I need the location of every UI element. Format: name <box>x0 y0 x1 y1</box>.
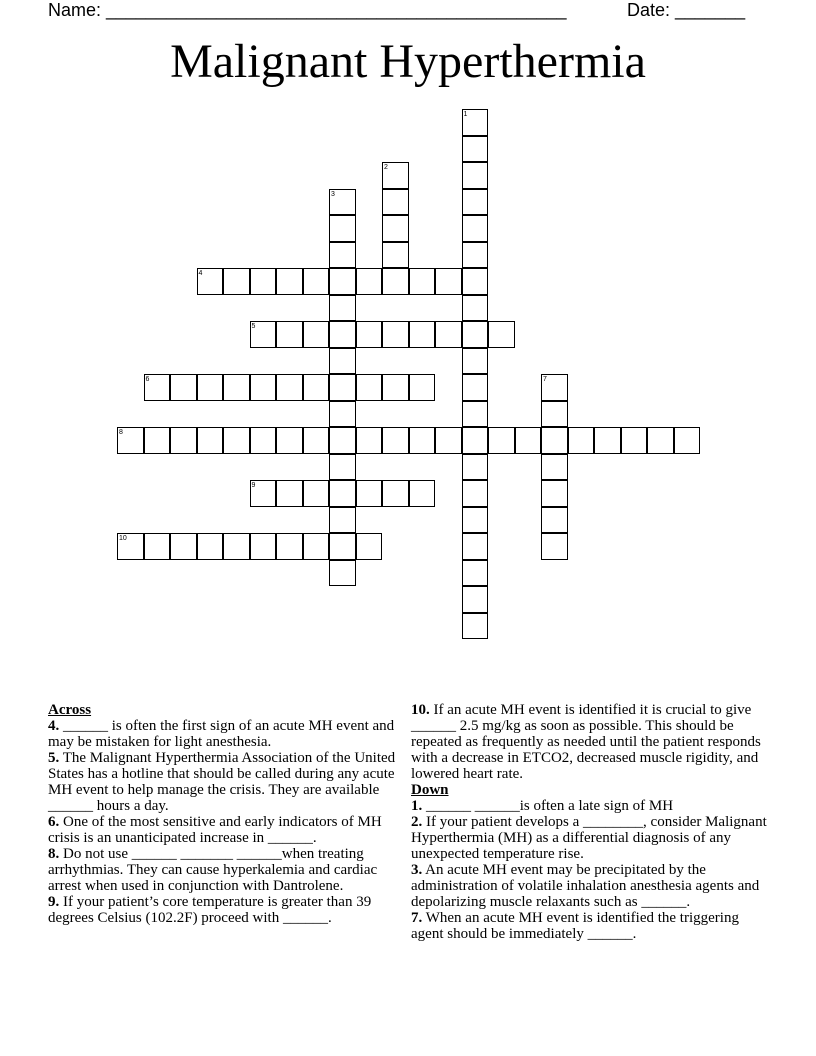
clue-item <box>48 718 403 750</box>
clue-number: 9. <box>48 894 60 910</box>
clue-number: 8. <box>48 846 60 862</box>
grid-cell[interactable] <box>170 374 197 401</box>
grid-cell[interactable] <box>329 480 356 507</box>
clues-column-left <box>48 702 403 926</box>
grid-cell[interactable] <box>382 242 409 269</box>
clues-column-right <box>411 702 771 942</box>
clue-number: 3. <box>411 862 423 878</box>
grid-cell[interactable] <box>250 268 277 295</box>
grid-cell[interactable] <box>329 427 356 454</box>
grid-cell[interactable] <box>276 321 303 348</box>
grid-cell[interactable] <box>462 613 489 640</box>
clue-number: 10. <box>411 702 430 718</box>
grid-cell[interactable] <box>462 401 489 428</box>
clue-text: If your patient’s core temperature is greater than 39 degrees Celsius (102.2F) proceed with ______. <box>48 894 372 926</box>
grid-cell[interactable] <box>144 427 171 454</box>
grid-cell[interactable] <box>303 374 330 401</box>
grid-cell[interactable] <box>276 268 303 295</box>
clue-text: If an acute MH event is identified it is crucial to give ______ 2.5 mg/kg as soon as possible. This should be repeated as frequently as needed until the patient responds with a decrease in ETCO2, decreased muscle rigidity, and lowered heart rate. <box>411 702 761 782</box>
grid-cell[interactable] <box>170 427 197 454</box>
grid-cell[interactable] <box>568 427 595 454</box>
clue-item <box>48 814 403 846</box>
clue-number: 7. <box>411 910 423 926</box>
grid-cell[interactable] <box>462 586 489 613</box>
grid-cell[interactable] <box>409 374 436 401</box>
grid-cell[interactable] <box>329 374 356 401</box>
grid-cell[interactable] <box>223 533 250 560</box>
grid-cell[interactable] <box>382 215 409 242</box>
clue-item <box>411 910 771 942</box>
grid-cell[interactable] <box>462 136 489 163</box>
grid-cell[interactable] <box>329 348 356 375</box>
grid-cell[interactable] <box>197 427 224 454</box>
grid-cell[interactable] <box>144 533 171 560</box>
page-title: Malignant Hyperthermia <box>170 35 646 88</box>
grid-cell[interactable] <box>462 295 489 322</box>
grid-cell[interactable] <box>329 268 356 295</box>
clue-number-10: 10 <box>119 535 127 542</box>
grid-cell[interactable] <box>276 374 303 401</box>
grid-cell[interactable] <box>356 480 383 507</box>
clue-number-6: 6 <box>145 376 150 383</box>
grid-cell[interactable] <box>356 268 383 295</box>
grid-cell[interactable] <box>462 348 489 375</box>
grid-cell[interactable] <box>356 321 383 348</box>
grid-cell[interactable] <box>462 189 489 216</box>
grid-cell[interactable] <box>462 321 489 348</box>
across-heading: Across <box>48 702 92 718</box>
clue-text: The Malignant Hyperthermia Association of the United States has a hotline that should be called during any acute MH event to help manage the crisis. They are available ______ hours a day. <box>48 750 396 814</box>
grid-cell[interactable] <box>303 321 330 348</box>
clue-item <box>411 814 771 862</box>
grid-cell[interactable] <box>594 427 621 454</box>
down-heading: Down <box>411 782 449 798</box>
grid-cell[interactable] <box>462 480 489 507</box>
clue-number-3: 3 <box>331 190 335 198</box>
grid-cell[interactable] <box>541 401 568 428</box>
grid-cell[interactable] <box>541 480 568 507</box>
grid-cell[interactable] <box>329 401 356 428</box>
grid-cell[interactable] <box>382 480 409 507</box>
name-field[interactable]: Name: ______________________________________________ <box>48 0 567 20</box>
grid-cell[interactable] <box>409 427 436 454</box>
grid-cell[interactable] <box>329 321 356 348</box>
grid-cell[interactable] <box>250 533 277 560</box>
clue-item <box>48 750 403 814</box>
grid-cell[interactable] <box>329 242 356 269</box>
grid-cell[interactable] <box>197 533 224 560</box>
clue-item <box>411 702 771 782</box>
grid-cell[interactable] <box>276 480 303 507</box>
grid-cell[interactable] <box>382 427 409 454</box>
grid-cell[interactable] <box>541 533 568 560</box>
clue-item <box>411 862 771 910</box>
grid-cell[interactable] <box>541 507 568 534</box>
grid-cell[interactable] <box>382 268 409 295</box>
grid-cell[interactable] <box>621 427 648 454</box>
across-clue-list <box>48 718 403 926</box>
grid-cell[interactable] <box>462 507 489 534</box>
across-clue-list-continued <box>411 702 771 782</box>
clue-number-8: 8 <box>119 429 123 436</box>
grid-cell[interactable] <box>329 507 356 534</box>
grid-cell[interactable] <box>356 533 383 560</box>
clue-number: 6. <box>48 814 60 830</box>
grid-cell[interactable] <box>223 268 250 295</box>
grid-cell[interactable] <box>303 533 330 560</box>
clue-text: When an acute MH event is identified the triggering agent should be immediately ______. <box>411 910 739 942</box>
grid-cell[interactable] <box>303 480 330 507</box>
grid-cell[interactable] <box>462 533 489 560</box>
clue-number-2: 2 <box>384 164 388 171</box>
clue-text: An acute MH event may be precipitated by the administration of volatile inhalation anesthesia agents and depolarizing muscle relaxants such as ______. <box>411 862 760 910</box>
grid-cell[interactable] <box>409 480 436 507</box>
clue-text: ______ is often the first sign of an acute MH event and may be mistaken for light anesthesia. <box>48 718 395 750</box>
grid-cell[interactable] <box>462 454 489 481</box>
grid-cell[interactable] <box>462 427 489 454</box>
clue-number-9: 9 <box>251 482 256 489</box>
grid-cell[interactable] <box>382 189 409 216</box>
clue-text: One of the most sensitive and early indicators of MH crisis is an unanticipated increase in ______. <box>48 814 382 846</box>
grid-cell[interactable] <box>462 215 489 242</box>
clue-number: 1. <box>411 798 423 814</box>
grid-cell[interactable] <box>435 268 462 295</box>
grid-cell[interactable] <box>197 374 224 401</box>
grid-cell[interactable] <box>462 374 489 401</box>
grid-cell[interactable] <box>409 321 436 348</box>
clue-number-4: 4 <box>198 270 203 277</box>
grid-cell[interactable] <box>541 427 568 454</box>
grid-cell[interactable] <box>409 268 436 295</box>
down-clue-list <box>411 798 771 942</box>
clue-item <box>48 846 403 894</box>
clue-text: If your patient develops a ________, consider Malignant Hyperthermia (MH) as a differential diagnosis of any unexpected temperature rise. <box>411 814 767 862</box>
clue-text: Do not use ______ _______ ______when treating arrhythmias. They can cause hyperkalemia and cardiac arrest when used in conjunction with Dantrolene. <box>48 846 378 894</box>
grid-cell[interactable] <box>223 374 250 401</box>
grid-cell[interactable] <box>541 454 568 481</box>
grid-cell[interactable] <box>488 427 515 454</box>
grid-cell[interactable] <box>170 533 197 560</box>
clue-number-7: 7 <box>543 376 547 383</box>
grid-cell[interactable] <box>356 427 383 454</box>
grid-cell[interactable] <box>329 215 356 242</box>
clue-number: 4. <box>48 718 60 734</box>
clue-number: 5. <box>48 750 60 766</box>
grid-cell[interactable] <box>382 374 409 401</box>
grid-cell[interactable] <box>462 242 489 269</box>
grid-cell[interactable] <box>462 268 489 295</box>
grid-cell[interactable] <box>250 427 277 454</box>
grid-cell[interactable] <box>303 427 330 454</box>
grid-cell[interactable] <box>329 560 356 587</box>
grid-cell[interactable] <box>435 427 462 454</box>
clue-number-5: 5 <box>251 323 256 330</box>
grid-cell[interactable] <box>382 321 409 348</box>
grid-cell[interactable] <box>223 427 250 454</box>
clue-number-1: 1 <box>463 111 468 118</box>
grid-cell[interactable] <box>488 321 515 348</box>
grid-cell[interactable] <box>250 374 277 401</box>
date-field[interactable]: Date: _______ <box>627 0 746 20</box>
grid-cell[interactable] <box>329 533 356 560</box>
grid-cell[interactable] <box>462 560 489 587</box>
grid-cell[interactable] <box>303 268 330 295</box>
grid-cell[interactable] <box>462 162 489 189</box>
grid-cell[interactable] <box>329 295 356 322</box>
grid-cell[interactable] <box>329 454 356 481</box>
grid-cell[interactable] <box>647 427 674 454</box>
clue-number: 2. <box>411 814 423 830</box>
grid-cell[interactable] <box>435 321 462 348</box>
clue-item <box>411 798 771 814</box>
clue-item <box>48 894 403 926</box>
clue-text: ______ ______is often a late sign of MH <box>422 798 674 814</box>
grid-cell[interactable] <box>276 427 303 454</box>
grid-cell[interactable] <box>515 427 542 454</box>
grid-cell[interactable] <box>356 374 383 401</box>
grid-cell[interactable] <box>276 533 303 560</box>
grid-cell[interactable] <box>674 427 701 454</box>
